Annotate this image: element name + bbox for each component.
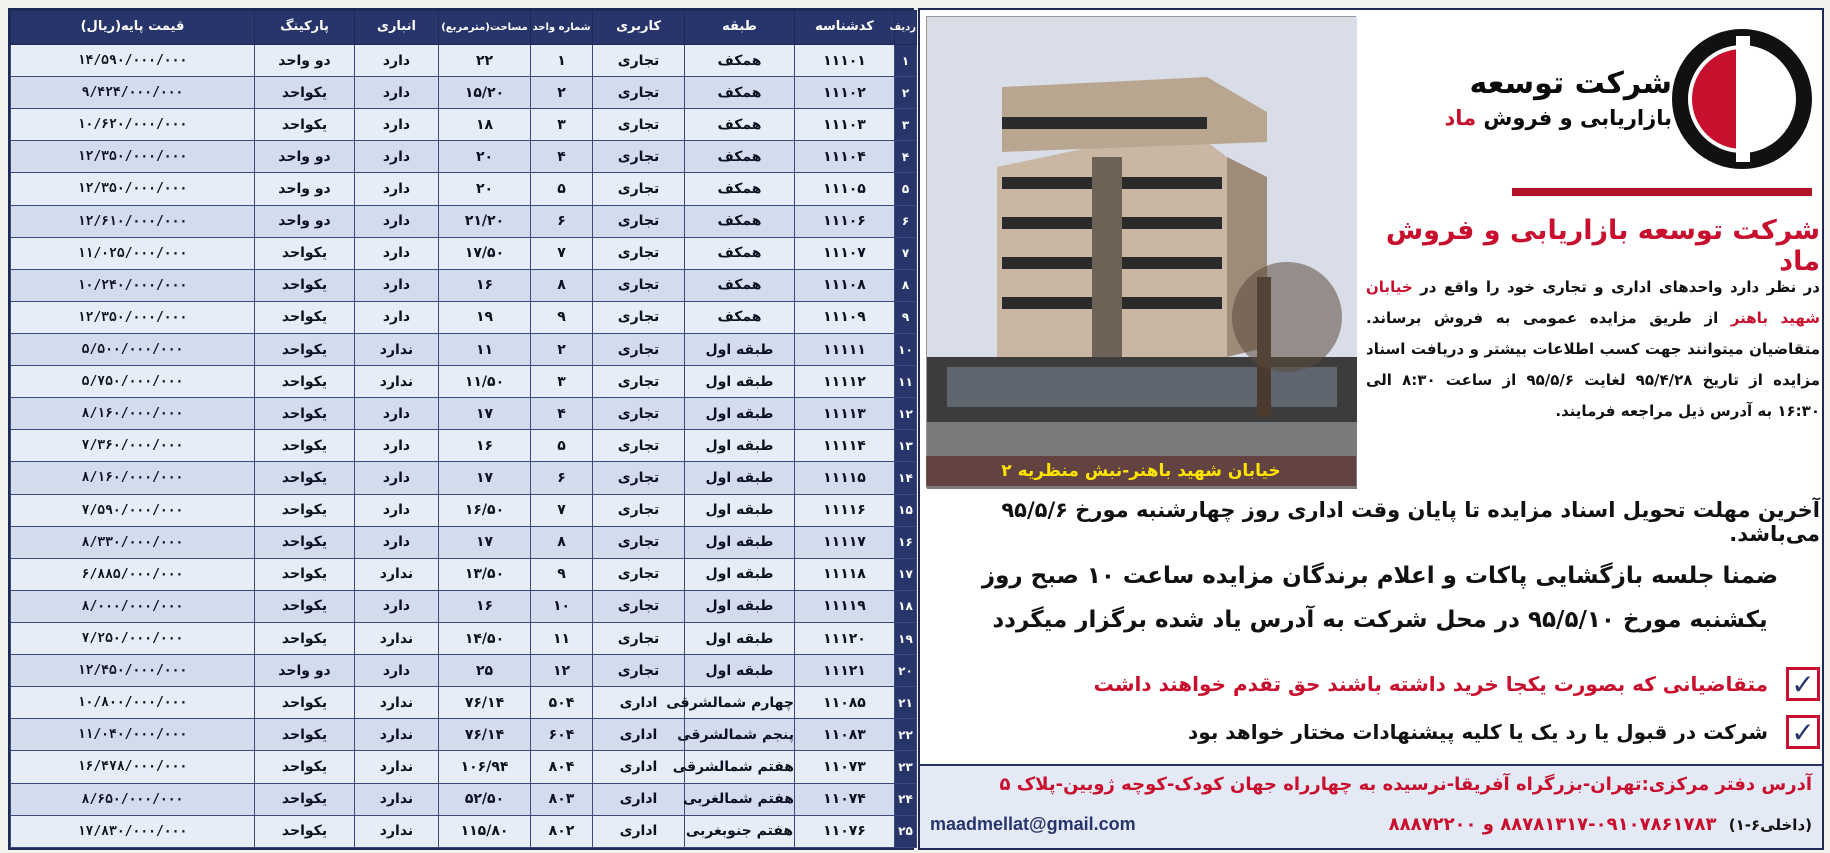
cell-row: ۶ [895, 205, 917, 237]
cell-unit-no: ۱۱ [531, 622, 593, 654]
cell-row: ۱۶ [895, 526, 917, 558]
cell-unit-no: ۳ [531, 109, 593, 141]
cell-storage: دارد [355, 590, 439, 622]
cell-use: تجاری [593, 622, 685, 654]
cell-unit-no: ۵ [531, 430, 593, 462]
cell-area: ۲۱/۲۰ [439, 205, 531, 237]
cell-row: ۱۳ [895, 430, 917, 462]
cell-price: ۱۰/۶۲۰/۰۰۰/۰۰۰ [11, 109, 255, 141]
cell-storage: دارد [355, 301, 439, 333]
header-parking: پارکینگ [255, 11, 355, 45]
company-name-heading: شرکت توسعه بازاریابی و فروش ماد [1385, 215, 1820, 277]
cell-row: ۲۴ [895, 783, 917, 815]
cell-row: ۱۲ [895, 398, 917, 430]
cell-floor: همکف [685, 301, 795, 333]
table-row [11, 815, 917, 847]
cell-code: ۱۱۰۸۳ [795, 719, 895, 751]
phone-list: ۰۹۱۰۷۸۶۱۷۸۳-۸۸۷۸۱۳۱۷ و ۸۸۸۷۲۲۰۰ [1388, 814, 1717, 835]
cell-storage: دارد [355, 462, 439, 494]
cell-area: ۱۸ [439, 109, 531, 141]
cell-floor: چهارم شمالشرقی [685, 687, 795, 719]
cell-row: ۵ [895, 173, 917, 205]
cell-row: ۸ [895, 269, 917, 301]
building-illustration [927, 17, 1357, 489]
cell-parking: یکواحد [255, 109, 355, 141]
cell-unit-no: ۱۰ [531, 590, 593, 622]
cell-row: ۲۵ [895, 815, 917, 847]
table-row [11, 655, 917, 687]
cell-price: ۸/۰۰۰/۰۰۰/۰۰۰ [11, 590, 255, 622]
cell-storage: ندارد [355, 366, 439, 398]
cell-floor: همکف [685, 173, 795, 205]
cell-unit-no: ۴ [531, 398, 593, 430]
cell-area: ۱۷ [439, 526, 531, 558]
cell-unit-no: ۶ [531, 462, 593, 494]
header-price: قیمت پایه(ریال) [11, 11, 255, 45]
office-address: آدرس دفتر مرکزی:تهران-بزرگراه آفریقا-نرسیده به چهارراه جهان کودک-کوچه ژوبین-پلاک ۵ [999, 774, 1812, 795]
cell-area: ۲۵ [439, 655, 531, 687]
cell-use: تجاری [593, 301, 685, 333]
cell-unit-no: ۲ [531, 333, 593, 365]
cell-floor: طبقه اول [685, 398, 795, 430]
cell-parking: یکواحد [255, 430, 355, 462]
table-row [11, 141, 917, 173]
table-row [11, 558, 917, 590]
logo-underline [1512, 188, 1812, 196]
cell-floor: طبقه اول [685, 558, 795, 590]
table-row [11, 109, 917, 141]
cell-floor: پنجم شمالشرقی [685, 719, 795, 751]
cell-row: ۳ [895, 109, 917, 141]
cell-unit-no: ۱۲ [531, 655, 593, 687]
condition-text: متقاضیانی که بصورت یکجا خرید داشته باشند حق تقدم خواهند داشت [1093, 672, 1768, 696]
intro-paragraph [1366, 272, 1820, 427]
header-use: کاربری [593, 11, 685, 45]
cell-price: ۱۲/۴۵۰/۰۰۰/۰۰۰ [11, 655, 255, 687]
cell-floor: طبقه اول [685, 526, 795, 558]
cell-storage: دارد [355, 77, 439, 109]
cell-parking: یکواحد [255, 590, 355, 622]
cell-storage: دارد [355, 45, 439, 77]
cell-use: تجاری [593, 77, 685, 109]
advertisement-panel [918, 8, 1824, 850]
cell-price: ۱۴/۵۹۰/۰۰۰/۰۰۰ [11, 45, 255, 77]
logo-subtitle-a: بازاریابی و فروش [1483, 106, 1672, 130]
cell-floor: طبقه اول [685, 366, 795, 398]
cell-unit-no: ۲ [531, 77, 593, 109]
cell-price: ۱۲/۳۵۰/۰۰۰/۰۰۰ [11, 301, 255, 333]
cell-floor: طبقه اول [685, 494, 795, 526]
cell-area: ۷۶/۱۴ [439, 687, 531, 719]
cell-code: ۱۱۱۲۱ [795, 655, 895, 687]
checkmark-icon: ✓ [1786, 715, 1820, 749]
cell-price: ۱۰/۲۴۰/۰۰۰/۰۰۰ [11, 269, 255, 301]
cell-parking: یکواحد [255, 269, 355, 301]
cell-unit-no: ۹ [531, 301, 593, 333]
table-header-row [11, 11, 917, 45]
cell-use: تجاری [593, 366, 685, 398]
cell-area: ۱۶ [439, 269, 531, 301]
cell-area: ۱۶/۵۰ [439, 494, 531, 526]
contact-footer [920, 764, 1822, 848]
cell-floor: همکف [685, 269, 795, 301]
cell-price: ۱۲/۳۵۰/۰۰۰/۰۰۰ [11, 141, 255, 173]
cell-code: ۱۱۱۱۲ [795, 366, 895, 398]
cell-floor: همکف [685, 205, 795, 237]
cell-price: ۸/۱۶۰/۰۰۰/۰۰۰ [11, 462, 255, 494]
cell-storage: ندارد [355, 751, 439, 783]
table-row [11, 462, 917, 494]
cell-row: ۱۸ [895, 590, 917, 622]
cell-use: تجاری [593, 590, 685, 622]
cell-parking: دو واحد [255, 173, 355, 205]
cell-parking: یکواحد [255, 719, 355, 751]
cell-storage: دارد [355, 141, 439, 173]
cell-unit-no: ۷ [531, 237, 593, 269]
cell-parking: یکواحد [255, 237, 355, 269]
cell-price: ۱۲/۳۵۰/۰۰۰/۰۰۰ [11, 173, 255, 205]
cell-area: ۷۶/۱۴ [439, 719, 531, 751]
cell-storage: دارد [355, 526, 439, 558]
cell-storage: ندارد [355, 719, 439, 751]
cell-use: تجاری [593, 494, 685, 526]
cell-row: ۱۴ [895, 462, 917, 494]
cell-area: ۱۷ [439, 462, 531, 494]
cell-parking: یکواحد [255, 558, 355, 590]
table-row [11, 622, 917, 654]
cell-code: ۱۱۱۱۶ [795, 494, 895, 526]
cell-price: ۸/۶۵۰/۰۰۰/۰۰۰ [11, 783, 255, 815]
header-floor: طبقه [685, 11, 795, 45]
cell-row: ۴ [895, 141, 917, 173]
cell-use: تجاری [593, 430, 685, 462]
cell-parking: یکواحد [255, 751, 355, 783]
cell-price: ۵/۷۵۰/۰۰۰/۰۰۰ [11, 366, 255, 398]
cell-use: تجاری [593, 526, 685, 558]
cell-use: تجاری [593, 141, 685, 173]
logo-ring-icon [1672, 24, 1812, 174]
cell-price: ۱۷/۸۳۰/۰۰۰/۰۰۰ [11, 815, 255, 847]
cell-area: ۱۶ [439, 430, 531, 462]
cell-floor: طبقه اول [685, 430, 795, 462]
table-row [11, 590, 917, 622]
cell-code: ۱۱۱۱۷ [795, 526, 895, 558]
cell-area: ۱۹ [439, 301, 531, 333]
cell-parking: دو واحد [255, 655, 355, 687]
cell-code: ۱۱۱۰۴ [795, 141, 895, 173]
cell-unit-no: ۶۰۴ [531, 719, 593, 751]
cell-use: تجاری [593, 398, 685, 430]
cell-area: ۲۰ [439, 173, 531, 205]
cell-unit-no: ۸۰۴ [531, 751, 593, 783]
cell-code: ۱۱۰۷۶ [795, 815, 895, 847]
cell-floor: طبقه اول [685, 333, 795, 365]
cell-code: ۱۱۰۷۴ [795, 783, 895, 815]
cell-row: ۲۱ [895, 687, 917, 719]
cell-storage: دارد [355, 398, 439, 430]
cell-storage: دارد [355, 173, 439, 205]
cell-price: ۱۱/۰۲۵/۰۰۰/۰۰۰ [11, 237, 255, 269]
phone-numbers [1389, 814, 1812, 835]
condition-text: شرکت در قبول یا رد یک یا کلیه پیشنهادات مختار خواهد بود [1188, 720, 1768, 744]
cell-storage: دارد [355, 655, 439, 687]
phone-extension: (داخلی۶-۱) [1728, 816, 1812, 834]
cell-price: ۱۶/۴۷۸/۰۰۰/۰۰۰ [11, 751, 255, 783]
cell-parking: یکواحد [255, 366, 355, 398]
cell-area: ۱۴/۵۰ [439, 622, 531, 654]
table-row [11, 398, 917, 430]
cell-code: ۱۱۱۱۸ [795, 558, 895, 590]
cell-code: ۱۱۱۱۵ [795, 462, 895, 494]
cell-row: ۲۰ [895, 655, 917, 687]
cell-price: ۱۱/۰۴۰/۰۰۰/۰۰۰ [11, 719, 255, 751]
cell-area: ۱۳/۵۰ [439, 558, 531, 590]
cell-area: ۱۰۶/۹۴ [439, 751, 531, 783]
units-table [10, 10, 917, 848]
cell-parking: یکواحد [255, 398, 355, 430]
cell-unit-no: ۴ [531, 141, 593, 173]
cell-code: ۱۱۱۰۲ [795, 77, 895, 109]
cell-price: ۷/۲۵۰/۰۰۰/۰۰۰ [11, 622, 255, 654]
cell-unit-no: ۵۰۴ [531, 687, 593, 719]
cell-parking: یکواحد [255, 815, 355, 847]
cell-storage: دارد [355, 237, 439, 269]
cell-parking: یکواحد [255, 77, 355, 109]
cell-unit-no: ۵ [531, 173, 593, 205]
table-row [11, 269, 917, 301]
cell-code: ۱۱۱۱۱ [795, 333, 895, 365]
cell-unit-no: ۸ [531, 526, 593, 558]
cell-code: ۱۱۱۱۳ [795, 398, 895, 430]
cell-use: اداری [593, 687, 685, 719]
cell-unit-no: ۱ [531, 45, 593, 77]
cell-code: ۱۱۱۰۸ [795, 269, 895, 301]
company-logo [1366, 16, 1822, 206]
cell-use: تجاری [593, 462, 685, 494]
table-row [11, 45, 917, 77]
cell-storage: ندارد [355, 558, 439, 590]
cell-row: ۱ [895, 45, 917, 77]
cell-price: ۸/۱۶۰/۰۰۰/۰۰۰ [11, 398, 255, 430]
cell-floor: طبقه اول [685, 590, 795, 622]
cell-row: ۲۳ [895, 751, 917, 783]
cell-floor: همکف [685, 77, 795, 109]
table-row [11, 687, 917, 719]
intro-street: خیابان شهید باهنر [1366, 278, 1820, 327]
cell-price: ۹/۴۲۴/۰۰۰/۰۰۰ [11, 77, 255, 109]
cell-area: ۱۱ [439, 333, 531, 365]
condition-item [960, 662, 1820, 706]
cell-unit-no: ۶ [531, 205, 593, 237]
cell-area: ۱۶ [439, 590, 531, 622]
cell-storage: دارد [355, 494, 439, 526]
deadline-notice: آخرین مهلت تحویل اسناد مزایده تا پایان وقت اداری روز چهارشنبه مورخ ۹۵/۵/۶ می‌باشد. [1001, 498, 1820, 546]
cell-floor: همکف [685, 45, 795, 77]
checkmark-icon: ✓ [1786, 667, 1820, 701]
cell-unit-no: ۷ [531, 494, 593, 526]
cell-price: ۱۲/۶۱۰/۰۰۰/۰۰۰ [11, 205, 255, 237]
cell-use: اداری [593, 719, 685, 751]
cell-parking: یکواحد [255, 783, 355, 815]
cell-unit-no: ۸۰۲ [531, 815, 593, 847]
table-row [11, 719, 917, 751]
cell-use: تجاری [593, 269, 685, 301]
cell-row: ۱۷ [895, 558, 917, 590]
cell-storage: ندارد [355, 622, 439, 654]
table-row [11, 237, 917, 269]
session-notice: ضمنا جلسه بازگشایی پاکات و اعلام برندگان مزایده ساعت ۱۰ صبح روز یکشنبه مورخ ۹۵/۵/۱۰ در محل شرکت به آدرس یاد شده برگزار میگردد [981, 563, 1779, 633]
cell-unit-no: ۸۰۳ [531, 783, 593, 815]
cell-code: ۱۱۰۷۳ [795, 751, 895, 783]
cell-parking: یکواحد [255, 333, 355, 365]
cell-code: ۱۱۰۸۵ [795, 687, 895, 719]
cell-price: ۱۰/۸۰۰/۰۰۰/۰۰۰ [11, 687, 255, 719]
cell-storage: دارد [355, 430, 439, 462]
cell-parking: یکواحد [255, 622, 355, 654]
cell-price: ۶/۸۸۵/۰۰۰/۰۰۰ [11, 558, 255, 590]
logo-title: شرکت توسعه [1469, 66, 1672, 101]
cell-code: ۱۱۱۰۵ [795, 173, 895, 205]
cell-floor: هفتم جنوبغربی [685, 815, 795, 847]
cell-storage: ندارد [355, 687, 439, 719]
cell-code: ۱۱۱۰۷ [795, 237, 895, 269]
intro-part-1: در نظر دارد واحدهای اداری و تجاری خود را واقع در [1420, 278, 1820, 296]
logo-subtitle [1444, 106, 1672, 130]
cell-storage: دارد [355, 205, 439, 237]
cell-row: ۹ [895, 301, 917, 333]
cell-storage: دارد [355, 269, 439, 301]
table-row [11, 301, 917, 333]
cell-use: تجاری [593, 655, 685, 687]
cell-row: ۱۰ [895, 333, 917, 365]
cell-code: ۱۱۱۲۰ [795, 622, 895, 654]
header-row: ردیف [895, 11, 917, 45]
table-row [11, 494, 917, 526]
table-row [11, 430, 917, 462]
cell-use: تجاری [593, 45, 685, 77]
email-address[interactable]: maadmellat@gmail.com [930, 814, 1136, 834]
cell-use: تجاری [593, 558, 685, 590]
cell-use: تجاری [593, 333, 685, 365]
table-row [11, 333, 917, 365]
cell-unit-no: ۹ [531, 558, 593, 590]
cell-parking: یکواحد [255, 687, 355, 719]
table-row [11, 751, 917, 783]
cell-parking: یکواحد [255, 494, 355, 526]
cell-area: ۱۷/۵۰ [439, 237, 531, 269]
cell-code: ۱۱۱۱۴ [795, 430, 895, 462]
cell-floor: همکف [685, 237, 795, 269]
cell-code: ۱۱۱۰۹ [795, 301, 895, 333]
cell-parking: دو واحد [255, 45, 355, 77]
cell-parking: دو واحد [255, 141, 355, 173]
header-code: کدشناسه [795, 11, 895, 45]
intro-part-2: از طریق مزایده عمومی به فروش برساند. متقاضیان میتوانند جهت کسب اطلاعات بیشتر و دریافت اسناد مزایده از تاریخ ۹۵/۴/۲۸ لغایت ۹۵/۵/۶ از ساعت ۸:۳۰ الی ۱۶:۳۰ به آدرس ذیل مراجعه فرمایند. [1366, 309, 1821, 420]
cell-floor: همکف [685, 109, 795, 141]
cell-row: ۱۵ [895, 494, 917, 526]
cell-floor: طبقه اول [685, 655, 795, 687]
cell-code: ۱۱۱۰۱ [795, 45, 895, 77]
cell-row: ۲۲ [895, 719, 917, 751]
cell-area: ۲۲ [439, 45, 531, 77]
cell-floor: همکف [685, 141, 795, 173]
header-area: مساحت(مترمربع) [439, 11, 531, 45]
cell-storage: ندارد [355, 783, 439, 815]
logo-subtitle-b: ماد [1444, 106, 1477, 130]
cell-code: ۱۱۱۰۳ [795, 109, 895, 141]
cell-price: ۵/۵۰۰/۰۰۰/۰۰۰ [11, 333, 255, 365]
header-storage: انباری [355, 11, 439, 45]
cell-parking: یکواحد [255, 301, 355, 333]
cell-area: ۱۱۵/۸۰ [439, 815, 531, 847]
cell-use: تجاری [593, 109, 685, 141]
cell-floor: طبقه اول [685, 622, 795, 654]
cell-use: تجاری [593, 173, 685, 205]
cell-code: ۱۱۱۱۹ [795, 590, 895, 622]
cell-use: اداری [593, 815, 685, 847]
cell-storage: ندارد [355, 815, 439, 847]
cell-parking: یکواحد [255, 462, 355, 494]
cell-parking: یکواحد [255, 526, 355, 558]
cell-use: تجاری [593, 205, 685, 237]
cell-area: ۱۱/۵۰ [439, 366, 531, 398]
cell-row: ۱۹ [895, 622, 917, 654]
units-table-panel [8, 8, 914, 850]
condition-item [960, 710, 1820, 754]
table-row [11, 205, 917, 237]
table-row [11, 783, 917, 815]
table-row [11, 77, 917, 109]
cell-floor: هفتم شمالغربی [685, 783, 795, 815]
cell-area: ۱۵/۲۰ [439, 77, 531, 109]
cell-storage: دارد [355, 109, 439, 141]
cell-unit-no: ۳ [531, 366, 593, 398]
cell-floor: طبقه اول [685, 462, 795, 494]
cell-area: ۱۷ [439, 398, 531, 430]
cell-area: ۵۲/۵۰ [439, 783, 531, 815]
cell-use: اداری [593, 783, 685, 815]
cell-row: ۷ [895, 237, 917, 269]
cell-price: ۸/۳۳۰/۰۰۰/۰۰۰ [11, 526, 255, 558]
cell-floor: هفتم شمالشرقی [685, 751, 795, 783]
cell-price: ۷/۵۹۰/۰۰۰/۰۰۰ [11, 494, 255, 526]
table-body [11, 45, 917, 848]
cell-use: تجاری [593, 237, 685, 269]
cell-price: ۷/۳۶۰/۰۰۰/۰۰۰ [11, 430, 255, 462]
cell-row: ۲ [895, 77, 917, 109]
cell-use: اداری [593, 751, 685, 783]
cell-parking: دو واحد [255, 205, 355, 237]
cell-code: ۱۱۱۰۶ [795, 205, 895, 237]
cell-row: ۱۱ [895, 366, 917, 398]
cell-area: ۲۰ [439, 141, 531, 173]
photo-caption: خیابان شهید باهنر-نبش منظریه ۲ [926, 456, 1356, 486]
table-row [11, 526, 917, 558]
header-unit-no: شماره واحد [531, 11, 593, 45]
cell-unit-no: ۸ [531, 269, 593, 301]
building-photo [926, 16, 1356, 488]
table-row [11, 366, 917, 398]
table-row [11, 173, 917, 205]
cell-storage: ندارد [355, 333, 439, 365]
